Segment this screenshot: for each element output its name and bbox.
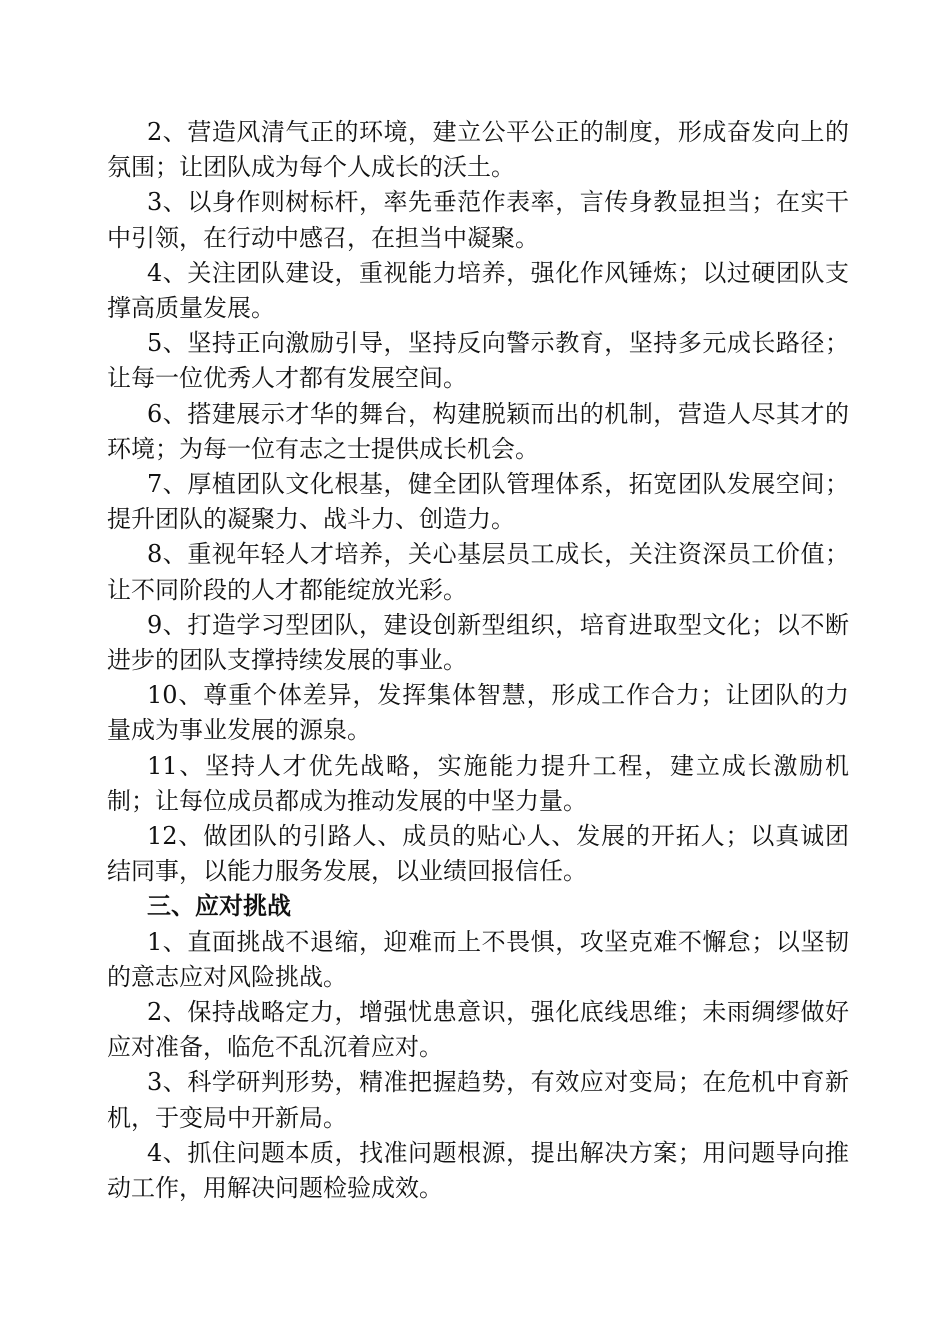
paragraph-3-3: 3、科学研判形势，精准把握趋势，有效应对变局；在危机中育新机，于变局中开新局。 — [107, 1068, 849, 1132]
paragraph-3-2: 2、保持战略定力，增强忧患意识，强化底线思维；未雨绸缪做好应对准备，临危不乱沉着应对。 — [107, 998, 849, 1062]
paragraph-2-9: 9、打造学习型团队，建设创新型组织，培育进取型文化；以不断进步的团队支撑持续发展的事业。 — [107, 610, 849, 675]
document-page — [107, 115, 849, 1206]
paragraph-2-3: 3、以身作则树标杆，率先垂范作表率，言传身教显担当；在实干中引领，在行动中感召，在担当中凝聚。 — [107, 188, 849, 252]
paragraph-2-8: 8、重视年轻人才培养，关心基层员工成长，关注资深员工价值；让不同阶段的人才都能绽放光彩。 — [107, 540, 849, 604]
paragraph-2-7: 7、厚植团队文化根基，健全团队管理体系，拓宽团队发展空间；提升团队的凝聚力、战斗力、创造力。 — [107, 470, 849, 534]
paragraph-2-5: 5、坚持正向激励引导，坚持反向警示教育，坚持多元成长路径；让每一位优秀人才都有发展空间。 — [107, 329, 849, 393]
paragraph-2-6: 6、搭建展示才华的舞台，构建脱颖而出的机制，营造人尽其才的环境；为每一位有志之士提供成长机会。 — [107, 399, 849, 463]
paragraph-2-11: 11、坚持人才优先战略，实施能力提升工程，建立成长激励机制；让每位成员都成为推动发展的中坚力量。 — [107, 751, 849, 815]
paragraph-3-1: 1、直面挑战不退缩，迎难而上不畏惧，攻坚克难不懈怠；以坚韧的意志应对风险挑战。 — [107, 927, 849, 991]
paragraph-2-2: 2、营造风清气正的环境，建立公平公正的制度，形成奋发向上的氛围；让团队成为每个人成长的沃土。 — [107, 118, 849, 182]
paragraph-2-4: 4、关注团队建设，重视能力培养，强化作风锤炼；以过硬团队支撑高质量发展。 — [107, 258, 849, 323]
section-heading: 三、应对挑战 — [147, 892, 291, 921]
paragraph-2-12: 12、做团队的引路人、成员的贴心人、发展的开拓人；以真诚团结同事，以能力服务发展，以业绩回报信任。 — [107, 822, 849, 886]
paragraph-3-4: 4、抓住问题本质，找准问题根源，提出解决方案；用问题导向推动工作，用解决问题检验成效。 — [107, 1138, 849, 1203]
paragraph-2-10: 10、尊重个体差异，发挥集体智慧，形成工作合力；让团队的力量成为事业发展的源泉。 — [107, 681, 849, 745]
